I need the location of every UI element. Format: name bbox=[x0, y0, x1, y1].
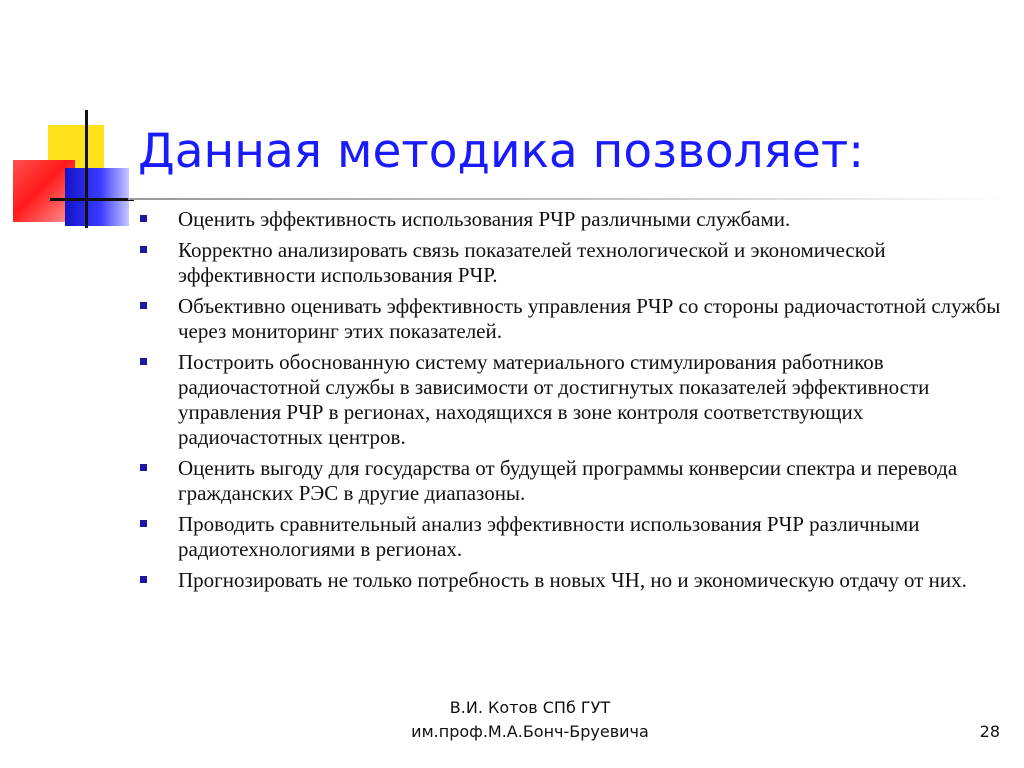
title-divider bbox=[128, 198, 1008, 200]
bullet-square-icon bbox=[140, 358, 147, 365]
bullet-text: Проводить сравнительный анализ эффективности использования РЧР различными радиотехнологиями в регионах. bbox=[178, 512, 920, 561]
slide-title: Данная методика позволяет: bbox=[138, 124, 865, 179]
logo-vertical-line bbox=[85, 110, 88, 228]
bullet-item bbox=[133, 568, 1013, 593]
bullet-square-icon bbox=[140, 464, 147, 471]
bullet-item bbox=[133, 294, 1013, 344]
bullet-text: Корректно анализировать связь показателей технологической и экономической эффективности использования РЧР. bbox=[178, 238, 886, 287]
bullet-item bbox=[133, 238, 1013, 288]
bullet-list bbox=[133, 207, 1013, 599]
bullet-text: Оценить выгоду для государства от будущей программы конверсии спектра и перевода гражданских РЭС в другие диапазоны. bbox=[178, 456, 958, 505]
page-number: 28 bbox=[979, 722, 1000, 741]
bullet-item bbox=[133, 456, 1013, 506]
bullet-item bbox=[133, 512, 1013, 562]
slide-footer bbox=[400, 696, 660, 744]
bullet-text: Построить обоснованную систему материального стимулирования работников радиочастотной службы в зависимости от достигнутых показателей эффективности управления РЧР в регионах, находящихся в зоне контроля соответствующих радиочастотных центров. bbox=[178, 350, 930, 449]
logo-horizontal-line bbox=[50, 198, 134, 201]
bullet-square-icon bbox=[140, 520, 147, 527]
bullet-square-icon bbox=[140, 246, 147, 253]
bullet-square-icon bbox=[140, 215, 147, 222]
bullet-text: Прогнозировать не только потребность в новых ЧН, но и экономическую отдачу от них. bbox=[178, 568, 967, 592]
bullet-text: Объективно оценивать эффективность управления РЧР со стороны радиочастотной службы через мониторинг этих показателей. bbox=[178, 294, 1001, 343]
footer-author: В.И. Котов СПб ГУТ bbox=[449, 698, 611, 717]
bullet-item bbox=[133, 350, 1013, 450]
logo-blue-square bbox=[65, 168, 129, 226]
footer-institution: им.проф.М.А.Бонч-Бруевича bbox=[411, 722, 649, 741]
bullet-item bbox=[133, 207, 1013, 232]
bullet-square-icon bbox=[140, 576, 147, 583]
bullet-text: Оценить эффективность использования РЧР различными службами. bbox=[178, 207, 791, 231]
bullet-square-icon bbox=[140, 302, 147, 309]
